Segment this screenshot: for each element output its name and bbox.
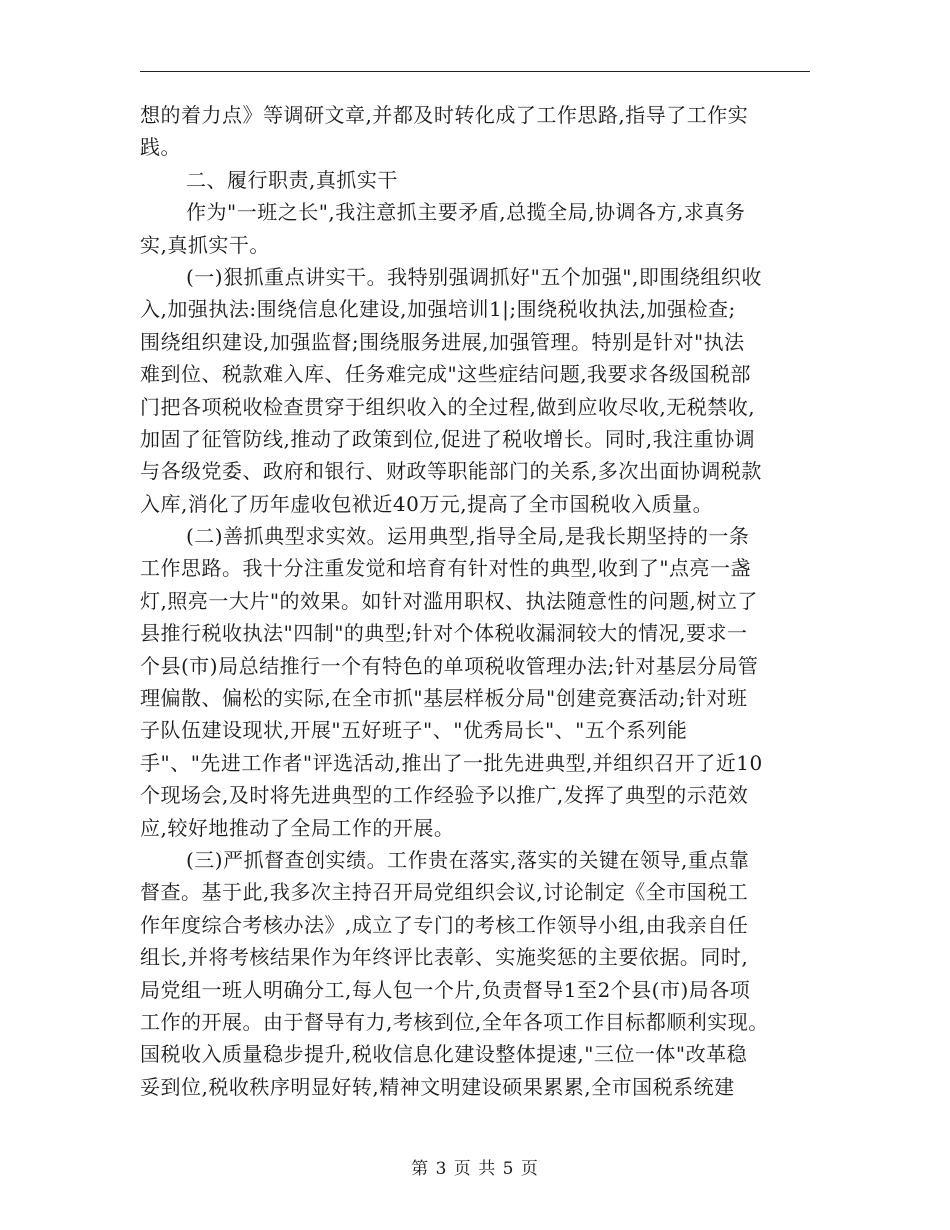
text-line: 入,加强执法:围绕信息化建设,加强培训1|;围绕税收执法,加强检查; (140, 297, 736, 322)
text-line: 工作的开展。由于督导有力,考核到位,全年各项工作目标都顺利实现。 (140, 1009, 769, 1034)
text-line: 手"、"先进工作者"评选活动,推出了一批先进典型,并组织召开了近10 (140, 750, 763, 775)
text-line: 难到位、税款难入库、任务难完成"这些症结问题,我要求各级国税部 (140, 362, 752, 387)
document-body (140, 99, 810, 1103)
text-line: 加固了征管防线,推动了政策到位,促进了税收增长。同时,我注重协调 (140, 426, 756, 451)
text-line: 门把各项税收检查贯穿于组织收入的全过程,做到应收尽收,无税禁收, (140, 394, 756, 419)
text-line: 应,较好地推动了全局工作的开展。 (140, 815, 455, 840)
text-line: 国税收入质量稳步提升,税收信息化建设整体提速,"三位一体"改革稳 (140, 1042, 748, 1067)
text-line: (一)狠抓重点讲实干。我特别强调抓好"五个加强",即围绕组织收 (186, 264, 762, 289)
text-line: 妥到位,税收秩序明显好转,精神文明建设硕果累累,全市国税系统建 (140, 1074, 735, 1099)
text-line: 与各级党委、政府和银行、财政等职能部门的关系,多次出面协调税款 (140, 459, 762, 484)
text-line: 实,真抓实干。 (140, 232, 270, 257)
text-line: 理偏散、偏松的实际,在全市抓"基层样板分局"创建竞赛活动;针对班 (140, 686, 748, 711)
text-line: 督查。基于此,我多次主持召开局党组织会议,讨论制定《全市国税工 (140, 880, 749, 905)
page-footer: 第 3 页 共 5 页 (411, 1159, 539, 1179)
text-line: 灯,照亮一大片"的效果。如针对滥用职权、执法随意性的问题,树立了 (140, 588, 758, 613)
text-line: 个县(市)局总结推行一个有特色的单项税收管理办法;针对基层分局管 (140, 653, 759, 678)
text-line: 组长,并将考核结果作为年终评比表彰、实施奖惩的主要依据。同时, (140, 945, 749, 970)
text-line: 子队伍建设现状,开展"五好班子"、"优秀局长"、"五个系列能 (140, 718, 688, 743)
text-line: 围绕组织建设,加强监督;围绕服务进展,加强管理。特别是针对"执法 (140, 329, 745, 354)
text-line: 作年度综合考核办法》,成立了专门的考核工作领导小组,由我亲自任 (140, 912, 749, 937)
text-line: 入库,消化了历年虚收包袱近40万元,提高了全市国税收入质量。 (140, 491, 714, 516)
header-rule (140, 71, 810, 72)
text-line: 二、履行职责,真抓实干 (186, 167, 398, 192)
text-line: 践。 (140, 135, 181, 160)
text-line: 作为"一班之长",我注意抓主要矛盾,总揽全局,协调各方,求真务 (186, 200, 746, 225)
text-line: 县推行税收执法"四制"的典型;针对个体税收漏洞较大的情况,要求一 (140, 621, 748, 646)
text-line: 局党组一班人明确分工,每人包一个片,负责督导1至2个县(市)局各项 (140, 977, 751, 1002)
text-line: (三)严抓督查创实绩。工作贵在落实,落实的关键在领导,重点靠 (186, 847, 750, 872)
text-line: 个现场会,及时将先进典型的工作经验予以推广,发挥了典型的示范效 (140, 783, 749, 808)
text-line: 工作思路。我十分注重发觉和培育有针对性的典型,收到了"点亮一盏 (140, 556, 752, 581)
text-line: 想的着力点》等调研文章,并都及时转化成了工作思路,指导了工作实 (140, 103, 749, 127)
text-line: (二)善抓典型求实效。运用典型,指导全局,是我长期坚持的一条 (186, 524, 750, 549)
